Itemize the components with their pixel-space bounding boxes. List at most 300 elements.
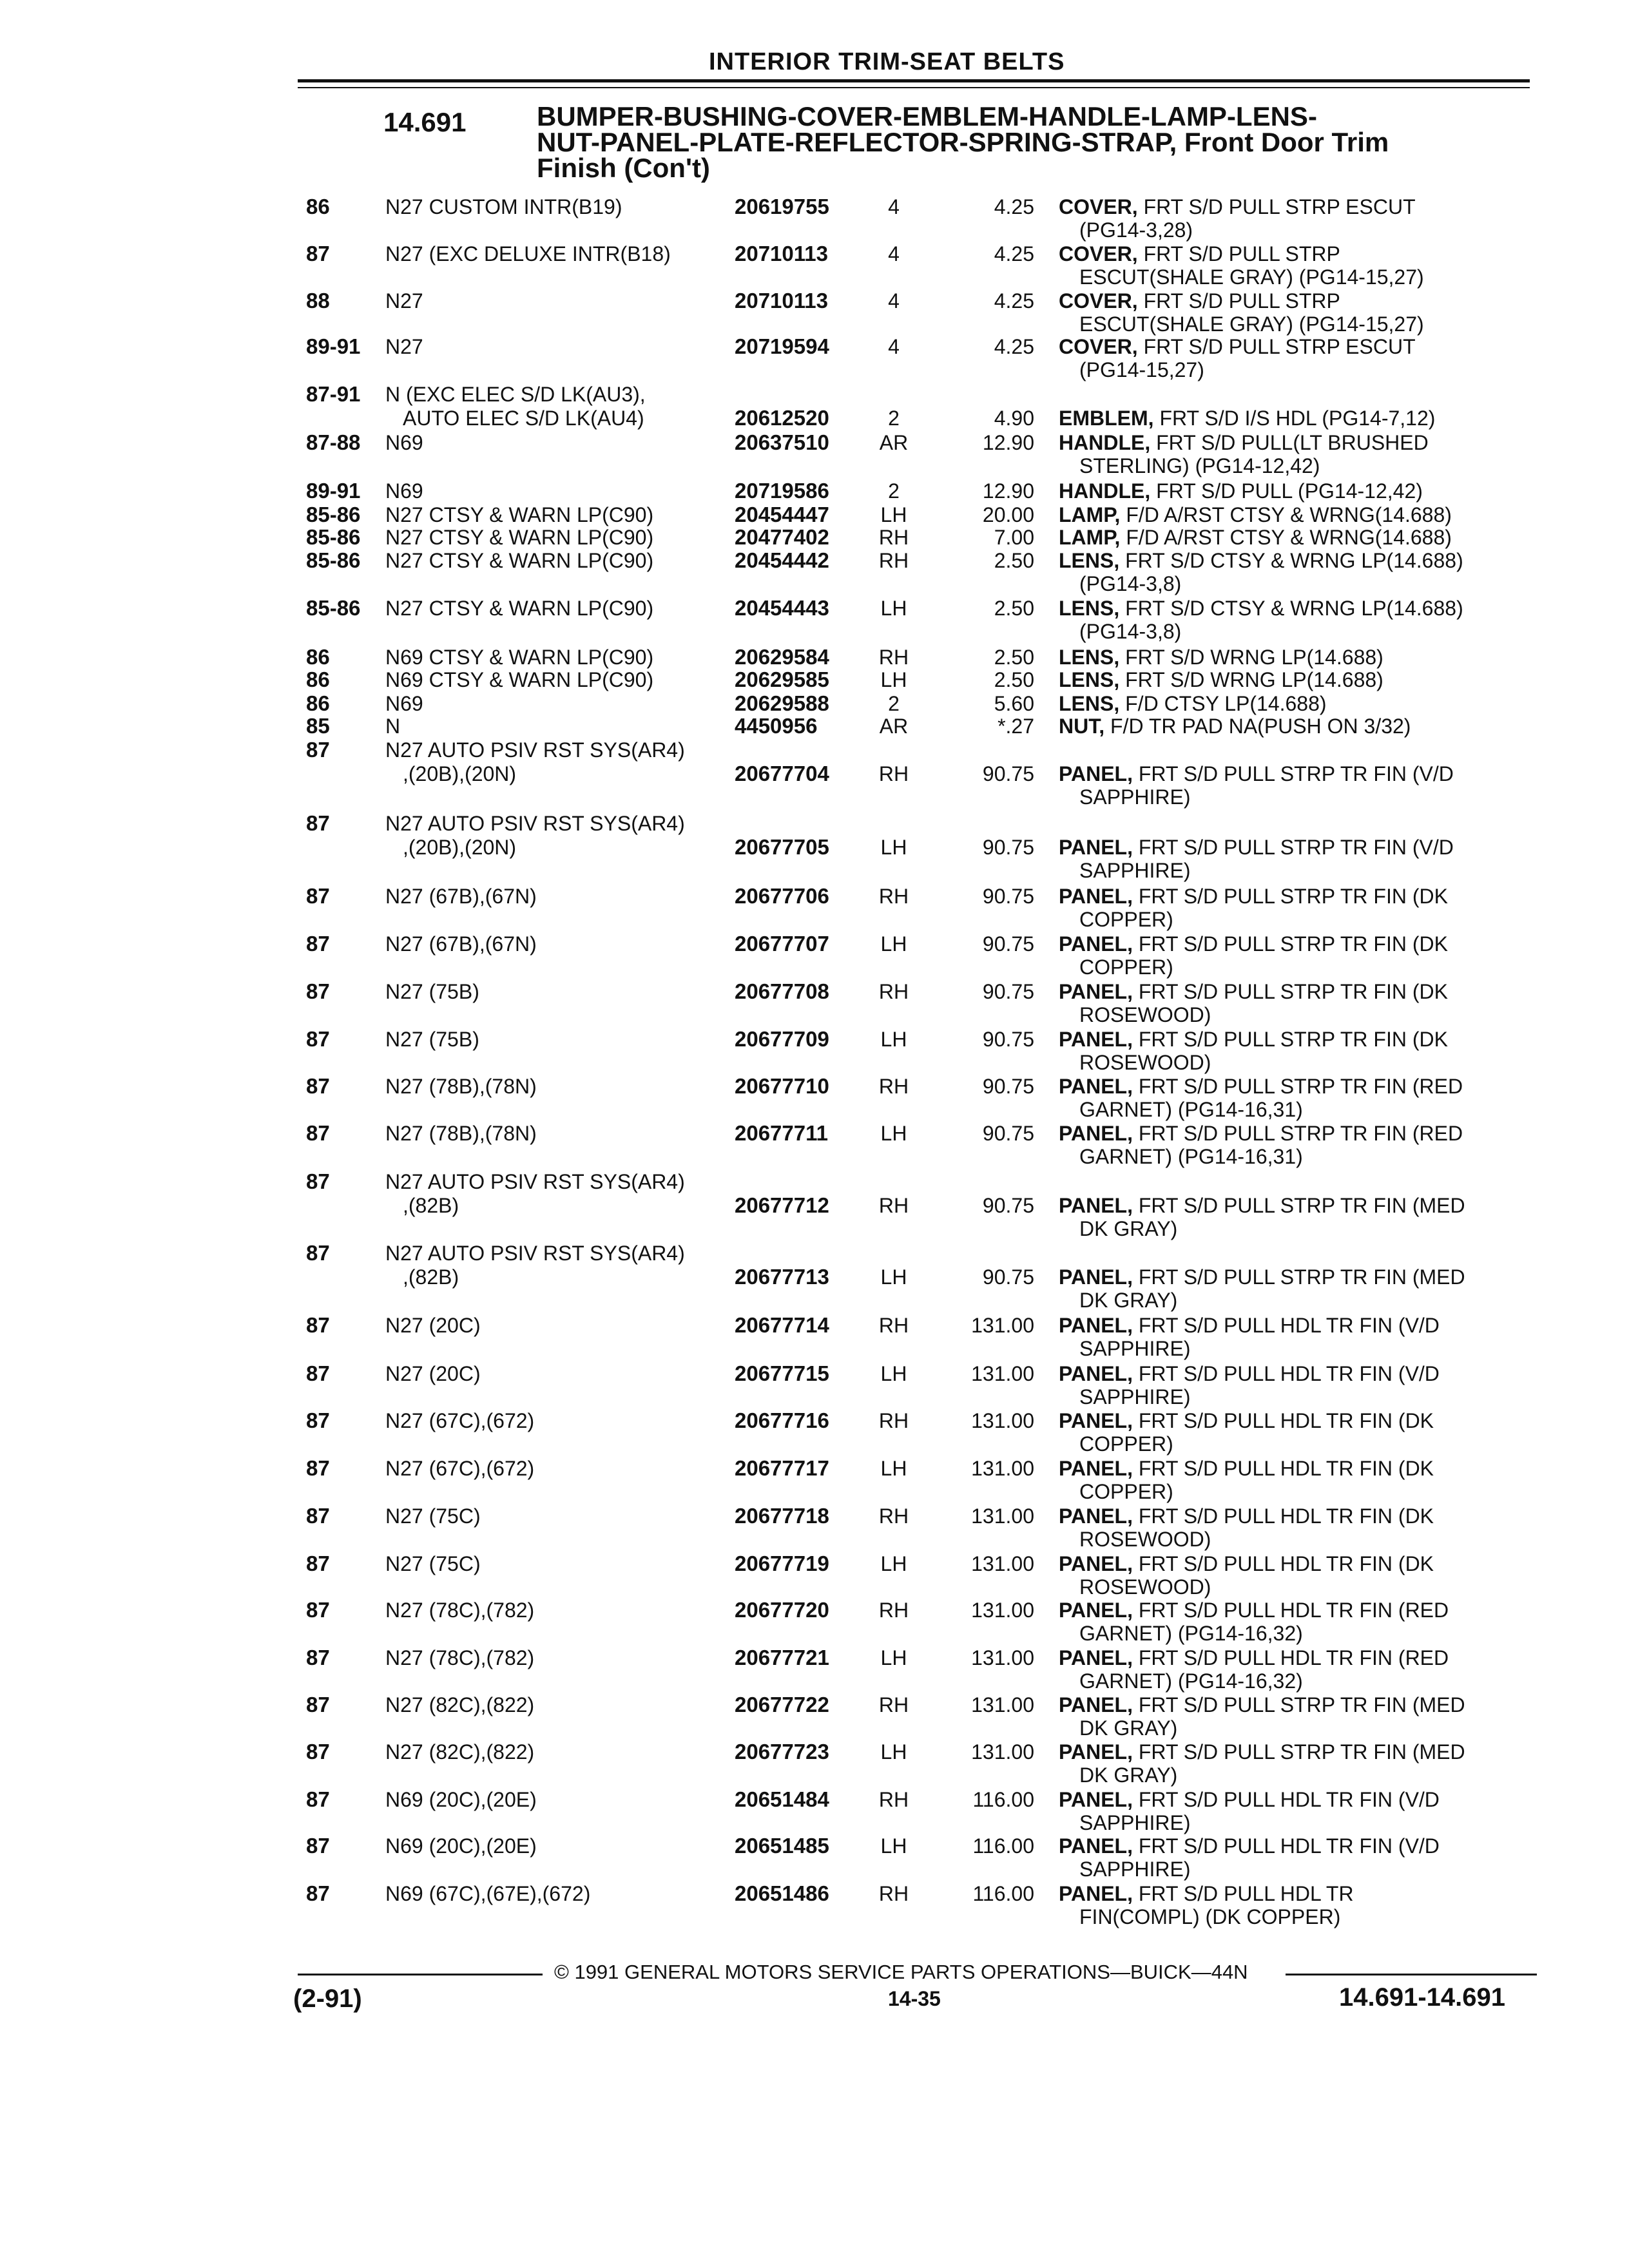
row-part-name — [1059, 1646, 1449, 1670]
row-part-number: 20477402 — [735, 525, 829, 549]
row-description: N27 (75B) — [385, 980, 479, 1003]
footer-section-range: 14.691-14.691 — [1339, 1983, 1506, 2012]
row-part-name-noun: LENS, — [1059, 646, 1120, 669]
row-year: 87 — [306, 738, 330, 762]
row-year: 87 — [306, 1834, 330, 1858]
row-part-name-noun: PANEL, — [1059, 1457, 1133, 1480]
row-year: 87 — [306, 1598, 330, 1622]
row-quantity: LH — [880, 1552, 907, 1575]
row-description: N27 CTSY & WARN LP(C90) — [385, 597, 654, 620]
row-part-name — [1059, 1693, 1465, 1717]
row-part-name-rest: FRT S/D PULL HDL TR FIN (RED — [1132, 1646, 1449, 1669]
row-part-name — [1059, 406, 1435, 430]
row-part-name-noun: PANEL, — [1059, 1075, 1133, 1098]
row-part-name-cont: ESCUT(SHALE GRAY) (PG14-15,27) — [1079, 312, 1424, 336]
section-number: 14.691 — [383, 107, 467, 137]
row-part-name — [1059, 548, 1463, 573]
row-part-name-noun: HANDLE, — [1059, 431, 1151, 454]
row-year: 87 — [306, 1313, 330, 1337]
row-part-name-rest: FRT S/D PULL HDL TR — [1132, 1882, 1354, 1905]
row-part-name-rest: FRT S/D PULL STRP TR FIN (V/D — [1132, 836, 1454, 859]
row-part-name-cont: (PG14-3,28) — [1079, 218, 1193, 242]
row-price: 12.90 — [982, 479, 1034, 503]
row-quantity: LH — [880, 836, 907, 859]
row-part-number: 20629585 — [735, 668, 829, 691]
row-description: N69 (67C),(67E),(672) — [385, 1882, 591, 1905]
row-part-name-cont: ROSEWOOD) — [1079, 1528, 1211, 1551]
row-part-name-noun: PANEL, — [1059, 1646, 1133, 1669]
row-price: 131.00 — [971, 1409, 1034, 1432]
row-part-name-noun: PANEL, — [1059, 1028, 1133, 1051]
row-description-cont: ,(82B) — [403, 1194, 459, 1217]
row-part-name-cont: COPPER) — [1079, 1432, 1173, 1456]
row-price: 90.75 — [982, 932, 1034, 956]
row-part-name-rest: FRT S/D PULL STRP TR FIN (V/D — [1132, 762, 1454, 785]
row-part-name-rest: FRT S/D PULL STRP TR FIN (MED — [1132, 1693, 1465, 1716]
row-price: 90.75 — [982, 1028, 1034, 1051]
row-part-name — [1059, 1740, 1465, 1764]
row-description: N27 (78B),(78N) — [385, 1075, 537, 1098]
row-part-name-cont: COPPER) — [1079, 908, 1173, 931]
row-quantity: RH — [878, 980, 909, 1003]
row-part-name-rest: FRT S/D PULL STRP TR FIN (MED — [1132, 1265, 1465, 1289]
row-part-name-cont: (PG14-3,8) — [1079, 620, 1182, 643]
row-part-name — [1059, 596, 1463, 620]
row-quantity: LH — [880, 668, 907, 691]
row-price: 116.00 — [972, 1834, 1034, 1858]
row-quantity: RH — [878, 1409, 909, 1432]
row-description: N27 (78C),(782) — [385, 1599, 535, 1622]
row-part-name-noun: PANEL, — [1059, 932, 1133, 956]
row-year: 87 — [306, 1241, 330, 1265]
row-description: N27 (82C),(822) — [385, 1693, 535, 1716]
row-year: 89-91 — [306, 334, 361, 358]
header-rule-thin — [298, 87, 1530, 88]
row-quantity: LH — [880, 1740, 907, 1763]
row-price: 4.25 — [994, 195, 1034, 218]
row-description: N (EXC ELEC S/D LK(AU3), — [385, 383, 646, 406]
row-description: N27 AUTO PSIV RST SYS(AR4) — [385, 738, 685, 762]
row-description: N69 (20C),(20E) — [385, 1788, 537, 1811]
row-part-name — [1059, 714, 1411, 738]
row-part-name — [1059, 1881, 1354, 1906]
row-description: N69 CTSY & WARN LP(C90) — [385, 646, 654, 669]
row-part-name-noun: COVER, — [1059, 242, 1138, 265]
row-quantity: RH — [878, 1788, 909, 1811]
row-part-name-rest: FRT S/D PULL STRP — [1137, 289, 1340, 312]
row-price: 2.50 — [994, 668, 1034, 691]
row-part-name-noun: PANEL, — [1059, 1740, 1133, 1763]
row-description: N27 AUTO PSIV RST SYS(AR4) — [385, 1242, 685, 1265]
row-part-name — [1059, 1787, 1440, 1812]
row-part-name-cont: (PG14-15,27) — [1079, 358, 1204, 381]
row-part-number: 20677711 — [735, 1121, 829, 1145]
row-year: 87 — [306, 1121, 330, 1145]
row-part-name — [1059, 195, 1416, 219]
row-part-name — [1059, 1313, 1440, 1338]
row-year: 87 — [306, 242, 330, 265]
row-part-name-noun: LAMP, — [1059, 503, 1121, 526]
row-part-name-rest: FRT S/D I/S HDL (PG14-7,12) — [1153, 407, 1436, 430]
row-part-name-cont: SAPPHIRE) — [1079, 1385, 1191, 1408]
row-price: 4.25 — [994, 242, 1034, 265]
row-part-number: 20677721 — [735, 1646, 829, 1669]
row-part-name-cont: GARNET) (PG14-16,31) — [1079, 1098, 1303, 1121]
row-part-number: 20677712 — [735, 1193, 829, 1217]
row-part-name-noun: PANEL, — [1059, 1314, 1133, 1337]
row-year: 86 — [306, 195, 330, 218]
row-part-name-rest: FRT S/D PULL HDL TR FIN (DK — [1132, 1552, 1434, 1575]
row-part-name-noun: COVER, — [1059, 335, 1138, 358]
row-description: N27 (EXC DELUXE INTR(B18) — [385, 242, 671, 265]
row-part-name-rest: FRT S/D PULL STRP TR FIN (DK — [1132, 980, 1448, 1003]
row-quantity: LH — [880, 503, 907, 526]
row-description: N27 (78B),(78N) — [385, 1122, 537, 1145]
row-part-name-noun: PANEL, — [1059, 980, 1133, 1003]
row-description: N27 CUSTOM INTR(B19) — [385, 195, 622, 218]
row-quantity: RH — [878, 1314, 909, 1337]
row-price: 90.75 — [982, 1075, 1034, 1098]
row-part-name — [1059, 242, 1340, 266]
row-description: N27 — [385, 289, 423, 312]
row-part-name-rest: FRT S/D PULL STRP TR FIN (RED — [1132, 1122, 1463, 1145]
row-price: *.27 — [998, 715, 1034, 738]
row-part-name-noun: LAMP, — [1059, 526, 1121, 549]
row-year: 87 — [306, 1504, 330, 1528]
row-part-name — [1059, 884, 1448, 908]
row-part-name-rest: FRT S/D PULL HDL TR FIN (V/D — [1132, 1362, 1440, 1385]
row-part-number: 20677716 — [735, 1408, 829, 1432]
row-description: N27 CTSY & WARN LP(C90) — [385, 503, 654, 526]
row-part-number: 20677715 — [735, 1361, 829, 1385]
row-part-name-rest: FRT S/D PULL STRP — [1137, 242, 1340, 265]
row-part-number: 20637510 — [735, 430, 829, 454]
row-part-name-rest: FRT S/D PULL STRP ESCUT — [1137, 335, 1416, 358]
row-part-name-rest: FRT S/D PULL STRP TR FIN (MED — [1132, 1194, 1465, 1217]
row-part-name-rest: FRT S/D CTSY & WRNG LP(14.688) — [1119, 597, 1463, 620]
row-description: N27 — [385, 335, 423, 358]
row-part-name — [1059, 1193, 1465, 1218]
row-price: 131.00 — [971, 1552, 1034, 1575]
row-part-name-cont: SAPPHIRE) — [1079, 1811, 1191, 1834]
row-year: 87 — [306, 1881, 330, 1905]
row-part-name — [1059, 525, 1452, 550]
row-part-name — [1059, 1504, 1434, 1528]
header-rule — [298, 79, 1530, 82]
row-year: 87 — [306, 932, 330, 956]
row-part-name-cont: GARNET) (PG14-16,32) — [1079, 1622, 1303, 1645]
row-part-number: 20677717 — [735, 1456, 829, 1480]
row-year: 87 — [306, 979, 330, 1003]
row-part-number: 20677709 — [735, 1027, 829, 1051]
footer-rule-right — [1286, 1974, 1537, 1975]
row-year: 87 — [306, 1361, 330, 1385]
row-part-name-cont: SAPPHIRE) — [1079, 785, 1191, 809]
row-part-name-noun: PANEL, — [1059, 1882, 1133, 1905]
row-description: N69 (20C),(20E) — [385, 1834, 537, 1858]
row-part-name-noun: PANEL, — [1059, 1122, 1133, 1145]
row-quantity: LH — [880, 1122, 907, 1145]
row-part-number: 20710113 — [735, 242, 829, 265]
row-part-number: 20719594 — [735, 334, 829, 358]
row-part-number: 20454443 — [735, 596, 829, 620]
row-part-name-noun: LENS, — [1059, 549, 1120, 572]
row-description: N27 (75C) — [385, 1552, 481, 1575]
row-quantity: LH — [880, 932, 907, 956]
row-part-name — [1059, 1027, 1448, 1052]
row-part-name-rest: FRT S/D PULL STRP ESCUT — [1137, 195, 1416, 218]
row-part-name-noun: LENS, — [1059, 597, 1120, 620]
row-year: 87-88 — [306, 430, 361, 454]
row-part-name — [1059, 1834, 1440, 1858]
row-part-name-rest: FRT S/D PULL HDL TR FIN (V/D — [1132, 1834, 1440, 1858]
row-part-name-noun: PANEL, — [1059, 1504, 1133, 1528]
row-part-number: 20677722 — [735, 1693, 829, 1716]
row-price: 131.00 — [971, 1314, 1034, 1337]
row-year: 87 — [306, 1408, 330, 1432]
row-part-name — [1059, 762, 1454, 786]
section-title-line-2: NUT-PANEL-PLATE-REFLECTOR-SPRING-STRAP, Front Door Trim — [537, 127, 1389, 157]
row-part-name-cont: DK GRAY) — [1079, 1716, 1178, 1740]
row-quantity: LH — [880, 1646, 907, 1669]
row-part-name-cont: SAPPHIRE) — [1079, 1858, 1191, 1881]
row-part-name-noun: PANEL, — [1059, 1599, 1133, 1622]
row-part-name-rest: F/D TR PAD NA(PUSH ON 3/32) — [1104, 715, 1411, 738]
row-part-name-rest: FRT S/D PULL HDL TR FIN (V/D — [1132, 1788, 1440, 1811]
row-part-name-noun: PANEL, — [1059, 1552, 1133, 1575]
row-year: 87 — [306, 1740, 330, 1763]
row-part-name-noun: LENS, — [1059, 692, 1120, 715]
row-year: 86 — [306, 691, 330, 715]
row-part-name-rest: FRT S/D PULL STRP TR FIN (RED — [1132, 1075, 1463, 1098]
row-description: N69 CTSY & WARN LP(C90) — [385, 668, 654, 691]
row-quantity: RH — [878, 1075, 909, 1098]
row-part-name — [1059, 1265, 1465, 1289]
row-description: N27 (78C),(782) — [385, 1646, 535, 1669]
row-part-name-rest: F/D A/RST CTSY & WRNG(14.688) — [1120, 503, 1452, 526]
row-part-name — [1059, 1121, 1463, 1146]
row-part-name-rest: F/D A/RST CTSY & WRNG(14.688) — [1120, 526, 1452, 549]
footer-date: (2-91) — [293, 1984, 362, 2013]
row-price: 7.00 — [994, 526, 1034, 549]
row-year: 88 — [306, 289, 330, 312]
row-part-number: 20677710 — [735, 1074, 829, 1098]
row-quantity: LH — [880, 1834, 907, 1858]
row-year: 87 — [306, 1693, 330, 1716]
row-part-name-noun: LENS, — [1059, 668, 1120, 691]
row-part-number: 20619755 — [735, 195, 829, 218]
row-part-name-cont: ROSEWOOD) — [1079, 1575, 1211, 1599]
row-part-name — [1059, 645, 1383, 669]
row-part-name-noun: PANEL, — [1059, 762, 1133, 785]
row-part-name-noun: PANEL, — [1059, 1409, 1133, 1432]
row-part-name-cont: GARNET) (PG14-16,32) — [1079, 1669, 1303, 1693]
row-part-name-noun: COVER, — [1059, 289, 1138, 312]
row-price: 90.75 — [982, 885, 1034, 908]
row-description: N69 — [385, 431, 423, 454]
row-part-number: 20677714 — [735, 1313, 829, 1337]
row-year: 89-91 — [306, 479, 361, 503]
row-quantity: LH — [880, 1457, 907, 1480]
row-part-name — [1059, 1456, 1434, 1481]
row-part-name-cont: FIN(COMPL) (DK COPPER) — [1079, 1905, 1341, 1928]
row-quantity: LH — [880, 1265, 907, 1289]
footer-rule-left — [298, 1974, 543, 1975]
row-part-number: 20677704 — [735, 762, 829, 785]
row-year: 87 — [306, 1456, 330, 1480]
row-part-name-noun: PANEL, — [1059, 1788, 1133, 1811]
row-price: 2.50 — [994, 646, 1034, 669]
row-part-name-cont: ROSEWOOD) — [1079, 1051, 1211, 1074]
row-price: 131.00 — [971, 1740, 1034, 1763]
row-price: 90.75 — [982, 1194, 1034, 1217]
row-description: N27 (82C),(822) — [385, 1740, 535, 1763]
row-description: N27 (20C) — [385, 1362, 481, 1385]
row-part-number: 20454442 — [735, 548, 829, 572]
row-part-number: 20454447 — [735, 503, 829, 526]
row-price: 131.00 — [971, 1693, 1034, 1716]
row-part-name-noun: COVER, — [1059, 195, 1138, 218]
row-part-name-cont: ROSEWOOD) — [1079, 1003, 1211, 1026]
row-quantity: RH — [878, 526, 909, 549]
row-part-name-rest: FRT S/D PULL STRP TR FIN (DK — [1132, 885, 1448, 908]
row-part-name-noun: EMBLEM, — [1059, 407, 1154, 430]
row-part-number: 20677708 — [735, 979, 829, 1003]
row-part-name-rest: FRT S/D PULL HDL TR FIN (RED — [1132, 1599, 1449, 1622]
row-part-number: 20651485 — [735, 1834, 829, 1858]
row-quantity: 4 — [888, 195, 900, 218]
row-part-number: 20710113 — [735, 289, 829, 312]
row-year: 85-86 — [306, 596, 361, 620]
row-part-name — [1059, 1361, 1440, 1386]
row-description-cont: ,(82B) — [403, 1265, 459, 1289]
row-part-name-rest: FRT S/D PULL STRP TR FIN (DK — [1132, 1028, 1448, 1051]
row-year: 87 — [306, 1552, 330, 1575]
row-part-name-rest: FRT S/D WRNG LP(14.688) — [1119, 668, 1383, 691]
row-part-number: 20719586 — [735, 479, 829, 503]
row-part-name — [1059, 1598, 1449, 1622]
row-part-name — [1059, 979, 1448, 1004]
row-price: 90.75 — [982, 762, 1034, 785]
row-quantity: LH — [880, 1362, 907, 1385]
row-year: 85-86 — [306, 503, 361, 526]
row-description: N27 CTSY & WARN LP(C90) — [385, 549, 654, 572]
row-part-number: 20629584 — [735, 645, 829, 669]
section-title-line-3: Finish (Con't) — [537, 153, 710, 183]
row-price: 116.00 — [972, 1882, 1034, 1905]
row-part-name-noun: PANEL, — [1059, 1194, 1133, 1217]
row-description: N27 (67C),(672) — [385, 1409, 535, 1432]
row-quantity: AR — [879, 715, 909, 738]
row-quantity: RH — [878, 1504, 909, 1528]
row-year: 86 — [306, 645, 330, 669]
footer-copyright: © 1991 GENERAL MOTORS SERVICE PARTS OPERATIONS—BUICK—44N — [554, 1961, 1248, 1983]
row-part-name-cont: ESCUT(SHALE GRAY) (PG14-15,27) — [1079, 265, 1424, 289]
row-description: N — [385, 715, 401, 738]
row-part-number: 20629588 — [735, 691, 829, 715]
row-year: 85-86 — [306, 525, 361, 549]
row-description: N27 CTSY & WARN LP(C90) — [385, 526, 654, 549]
row-description: N69 — [385, 479, 423, 503]
row-part-name — [1059, 479, 1423, 503]
row-part-name-cont: DK GRAY) — [1079, 1217, 1178, 1240]
row-quantity: 2 — [888, 407, 900, 430]
row-part-name — [1059, 289, 1340, 313]
row-quantity: RH — [878, 1693, 909, 1716]
row-part-name-cont: GARNET) (PG14-16,31) — [1079, 1145, 1303, 1168]
row-description-cont: ,(20B),(20N) — [403, 762, 517, 785]
row-part-name-rest: FRT S/D CTSY & WRNG LP(14.688) — [1119, 549, 1463, 572]
row-description: N27 (20C) — [385, 1314, 481, 1337]
row-quantity: RH — [878, 1599, 909, 1622]
row-price: 20.00 — [982, 503, 1034, 526]
row-part-name — [1059, 691, 1327, 716]
row-part-name-noun: PANEL, — [1059, 836, 1133, 859]
row-price: 4.25 — [994, 289, 1034, 312]
row-part-name-cont: DK GRAY) — [1079, 1289, 1178, 1312]
row-part-name-cont: SAPPHIRE) — [1079, 859, 1191, 882]
row-part-name-rest: FRT S/D PULL HDL TR FIN (V/D — [1132, 1314, 1440, 1337]
row-description: N27 (67C),(672) — [385, 1457, 535, 1480]
row-part-name — [1059, 503, 1452, 527]
row-quantity: RH — [878, 646, 909, 669]
row-description: N27 AUTO PSIV RST SYS(AR4) — [385, 1170, 685, 1193]
row-year: 87 — [306, 884, 330, 908]
row-price: 90.75 — [982, 1122, 1034, 1145]
row-part-name-noun: HANDLE, — [1059, 479, 1151, 503]
page-header: INTERIOR TRIM-SEAT BELTS — [709, 48, 1065, 75]
row-part-number: 20651484 — [735, 1787, 829, 1811]
footer-page-number: 14-35 — [888, 1987, 941, 2010]
row-part-name-noun: PANEL, — [1059, 885, 1133, 908]
row-quantity: RH — [878, 885, 909, 908]
row-price: 131.00 — [971, 1599, 1034, 1622]
row-part-name-rest: FRT S/D PULL HDL TR FIN (DK — [1132, 1409, 1434, 1432]
row-price: 90.75 — [982, 980, 1034, 1003]
row-price: 90.75 — [982, 1265, 1034, 1289]
row-part-name-rest: FRT S/D PULL STRP TR FIN (DK — [1132, 932, 1448, 956]
row-description: N27 AUTO PSIV RST SYS(AR4) — [385, 812, 685, 835]
row-part-name-rest: FRT S/D PULL(LT BRUSHED — [1150, 431, 1429, 454]
row-part-number: 20677718 — [735, 1504, 829, 1528]
row-quantity: AR — [879, 431, 909, 454]
row-price: 116.00 — [972, 1788, 1034, 1811]
row-part-name-noun: PANEL, — [1059, 1265, 1133, 1289]
row-price: 131.00 — [971, 1457, 1034, 1480]
row-part-number: 20677713 — [735, 1265, 829, 1289]
row-part-name-rest: FRT S/D WRNG LP(14.688) — [1119, 646, 1383, 669]
row-description: N27 (67B),(67N) — [385, 885, 537, 908]
row-part-number: 20677705 — [735, 835, 829, 859]
row-part-name — [1059, 1074, 1463, 1099]
row-quantity: RH — [878, 1194, 909, 1217]
row-part-name — [1059, 430, 1429, 455]
row-year: 87 — [306, 811, 330, 835]
row-part-name-rest: FRT S/D PULL STRP TR FIN (MED — [1132, 1740, 1465, 1763]
row-quantity: 2 — [888, 479, 900, 503]
row-description: N27 (75B) — [385, 1028, 479, 1051]
row-part-number: 20677723 — [735, 1740, 829, 1763]
row-description: N27 (67B),(67N) — [385, 932, 537, 956]
row-quantity: RH — [878, 549, 909, 572]
row-part-name-cont: COPPER) — [1079, 956, 1173, 979]
row-description-cont: AUTO ELEC S/D LK(AU4) — [403, 407, 644, 430]
row-price: 90.75 — [982, 836, 1034, 859]
row-year: 86 — [306, 668, 330, 691]
row-quantity: RH — [878, 1882, 909, 1905]
row-part-number: 20677719 — [735, 1552, 829, 1575]
row-part-name — [1059, 1552, 1434, 1576]
